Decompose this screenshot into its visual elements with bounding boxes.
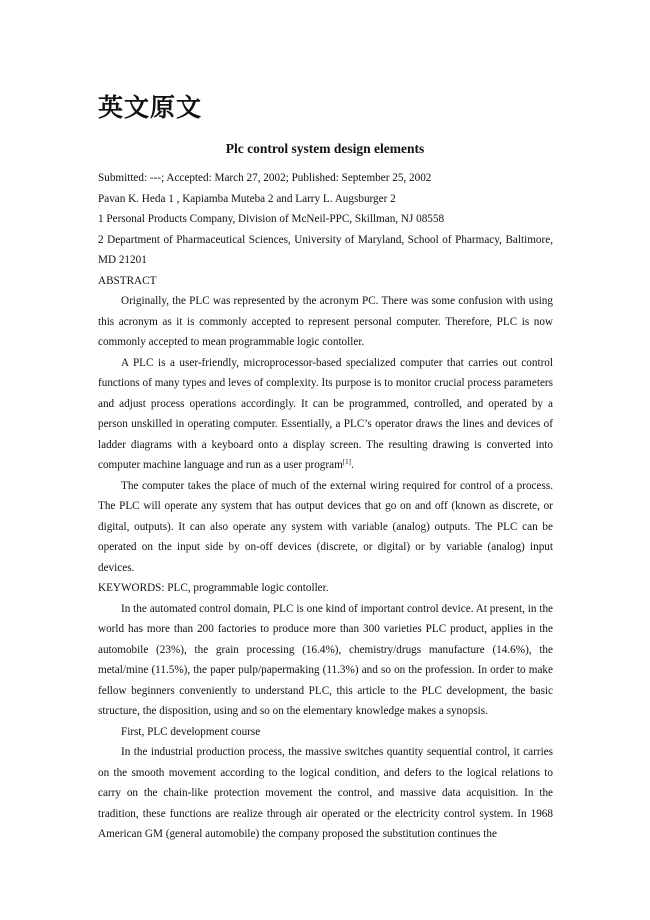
keywords: KEYWORDS: PLC, programmable logic contoller. xyxy=(98,582,329,594)
abstract-paragraph-2-end: . xyxy=(350,459,354,471)
authors: Pavan K. Heda 1 , Kapiamba Muteba 2 and Larry L. Augsburger 2 xyxy=(98,192,396,205)
affiliation-1: 1 Personal Products Company, Division of McNeil-PPC, Skillman, NJ 08558 xyxy=(98,213,445,225)
abstract-paragraph-2 xyxy=(98,353,553,476)
submission-dates: Submitted: ---; Accepted: March 27, 2002; Published: September 25, 2002 xyxy=(98,172,432,184)
section-paragraph-1: In the industrial production process, the massive switches quantity sequential control, it carries on the smooth movement according to the logical condition, and defers to the logical relations to carry on the chain-like protection movement the control, and massive data acquisition. In the tradition, these functions are realize through air operated or the electricity control system. In 1968 American GM (general automobile) the company proposed the substitution continues the xyxy=(98,746,553,840)
paper-title: Plc control system design elements xyxy=(225,141,425,156)
section-heading-first: First, PLC development course xyxy=(121,725,261,738)
document-body xyxy=(98,168,553,845)
intro-paragraph: In the automated control domain, PLC is one kind of important control device. At present, in the world has more than 200 factories to produce more than 300 varieties PLC product, applies in the automobile (23%), the grain processing (16.4%), chemistry/drugs manufacture (14.6%), the metal/mine (11.5%), the paper pulp/papermaking (11.3%) and so on the profession. In order to make fellow beginners conveniently to understand PLC, this article to the PLC development, the basic structure, the disposition, using and so on the elementary knowledge makes a synopsis. xyxy=(98,602,553,717)
citation-reference[interactable]: [1] xyxy=(342,458,351,466)
abstract-paragraph-2-text: A PLC is a user-friendly, microprocessor-based specialized computer that carries out control functions of many types and leves of complexity. Its purpose is to monitor crucial process parameters and adjust process operations accordingly. It can be programmed, controlled, and operated by a person unskilled in operating computer. Essentially, a PLC’s operator draws the lines and devices of ladder diagrams with a keyboard onto a display screen. The resulting drawing is converted into computer machine language and run as a user program xyxy=(98,356,553,471)
abstract-label: ABSTRACT xyxy=(98,274,157,287)
abstract-paragraph-1: Originally, the PLC was represented by the acronym PC. There was some confusion with using this acronym as it is commonly accepted to represent personal computer. Therefore, PLC is now commonly accepted to mean programmable logic contoller. xyxy=(98,295,553,348)
abstract-paragraph-3: The computer takes the place of much of the external wiring required for control of a process. The PLC will operate any system that has output devices that go on and off (known as discrete, or digital, outputs). It can also operate any system with variable (analog) outputs. The PLC can be operated on the input side by on-off devices (discrete, or digital) or by variable (analog) input devices. xyxy=(98,479,553,574)
affiliation-2: 2 Department of Pharmaceutical Sciences, University of Maryland, School of Pharmacy, Baltimore, MD 21201 xyxy=(98,233,553,266)
page-heading: 英文原文 xyxy=(98,93,203,122)
